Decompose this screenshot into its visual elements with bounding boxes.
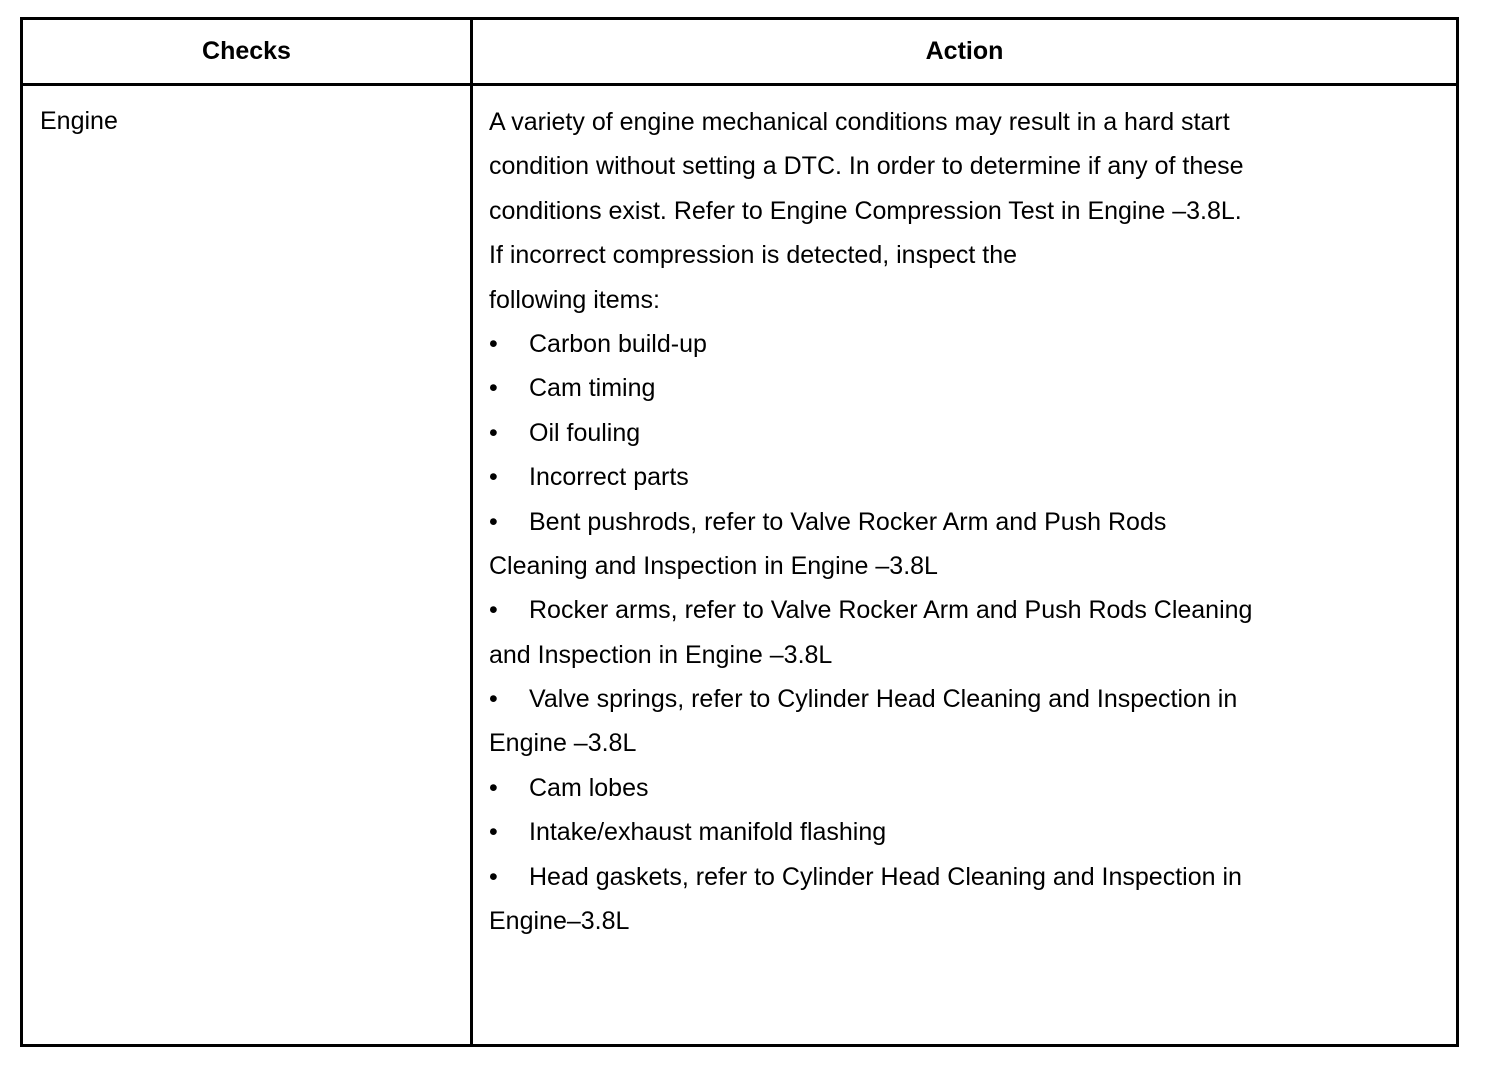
line-text: Cam timing bbox=[529, 374, 656, 403]
action-text bbox=[489, 107, 1456, 950]
line-text: If incorrect compression is detected, inspect the bbox=[489, 241, 1018, 270]
text-line bbox=[489, 107, 1456, 151]
text-line bbox=[489, 906, 1456, 950]
line-text: Bent pushrods, refer to Valve Rocker Arm and Push Rods bbox=[529, 507, 1167, 536]
line-text: Rocker arms, refer to Valve Rocker Arm and Push Rods Cleaning bbox=[529, 596, 1253, 625]
line-text: Engine–3.8L bbox=[489, 907, 630, 936]
line-text: Intake/exhaust manifold flashing bbox=[529, 818, 887, 847]
bullet-icon: • bbox=[489, 374, 498, 403]
bullet-item bbox=[489, 817, 1456, 861]
bullet-icon: • bbox=[489, 329, 498, 358]
line-text: conditions exist. Refer to Engine Compression Test in Engine –3.8L. bbox=[489, 196, 1242, 225]
text-line bbox=[489, 551, 1456, 595]
bullet-icon: • bbox=[489, 773, 498, 802]
line-text: Cam lobes bbox=[529, 773, 649, 802]
line-text: Incorrect parts bbox=[529, 463, 689, 492]
bullet-item bbox=[489, 373, 1456, 417]
line-text: Oil fouling bbox=[529, 418, 641, 447]
table-row bbox=[22, 85, 1458, 1046]
bullet-icon: • bbox=[489, 507, 498, 536]
bullet-item bbox=[489, 507, 1456, 551]
bullet-icon: • bbox=[489, 862, 498, 891]
line-text: Head gaskets, refer to Cylinder Head Cleaning and Inspection in bbox=[529, 862, 1242, 891]
text-line bbox=[489, 196, 1456, 240]
bullet-item bbox=[489, 462, 1456, 506]
bullet-icon: • bbox=[489, 596, 498, 625]
table-header-row bbox=[22, 19, 1458, 85]
bullet-item bbox=[489, 862, 1456, 906]
check-cell: Engine bbox=[22, 85, 472, 1046]
bullet-item bbox=[489, 684, 1456, 728]
checks-action-table bbox=[20, 17, 1459, 1047]
bullet-item bbox=[489, 418, 1456, 462]
text-line bbox=[489, 728, 1456, 772]
line-text: condition without setting a DTC. In order to determine if any of these bbox=[489, 152, 1244, 181]
bullet-icon: • bbox=[489, 818, 498, 847]
line-text: and Inspection in Engine –3.8L bbox=[489, 640, 833, 669]
line-text: following items: bbox=[489, 285, 660, 314]
line-text: Cleaning and Inspection in Engine –3.8L bbox=[489, 551, 938, 580]
action-cell bbox=[472, 85, 1458, 1046]
line-text: A variety of engine mechanical conditions may result in a hard start bbox=[489, 108, 1230, 136]
text-line bbox=[489, 240, 1456, 284]
text-line bbox=[489, 151, 1456, 195]
header-checks: Checks bbox=[22, 19, 472, 85]
bullet-icon: • bbox=[489, 463, 498, 492]
header-action: Action bbox=[472, 19, 1458, 85]
text-line bbox=[489, 285, 1456, 329]
line-text: Carbon build-up bbox=[529, 329, 707, 358]
bullet-item bbox=[489, 329, 1456, 373]
bullet-icon: • bbox=[489, 418, 498, 447]
text-line bbox=[489, 640, 1456, 684]
line-text: Valve springs, refer to Cylinder Head Cleaning and Inspection in bbox=[529, 685, 1238, 714]
bullet-icon: • bbox=[489, 685, 498, 714]
bullet-item bbox=[489, 595, 1456, 639]
bullet-item bbox=[489, 773, 1456, 817]
line-text: Engine –3.8L bbox=[489, 729, 637, 758]
